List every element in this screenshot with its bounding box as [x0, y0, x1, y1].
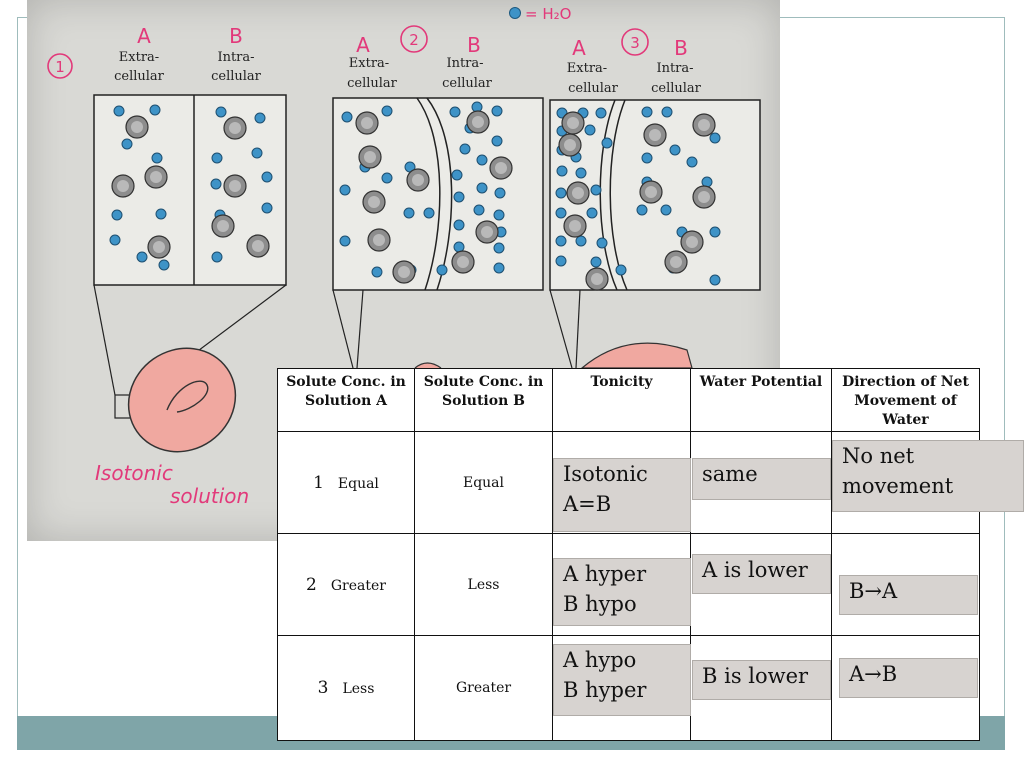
water-molecule — [576, 168, 586, 178]
solute-particle-core — [472, 116, 484, 128]
water-molecule — [557, 166, 567, 176]
solute-particle-core — [217, 220, 229, 232]
water-molecule — [642, 107, 652, 117]
answer-box-row-3-tonicity — [553, 644, 691, 716]
answer-box-row-1-direction — [832, 440, 1024, 512]
panel-2-text-a-line-2: cellular — [347, 76, 397, 91]
water-molecule — [156, 209, 166, 219]
water-molecule — [216, 107, 226, 117]
water-molecule — [662, 107, 672, 117]
solute-particle-core — [373, 234, 385, 246]
water-molecule — [454, 192, 464, 202]
solute-particle-core — [361, 117, 373, 129]
water-molecule — [710, 133, 720, 143]
solute-particle-core — [229, 180, 241, 192]
answer-text: B hypo — [563, 592, 637, 616]
header-water-potential: Water Potential — [691, 369, 832, 432]
table-header-row — [278, 369, 980, 432]
water-molecule — [252, 148, 262, 158]
solute-particle-core — [364, 151, 376, 163]
row-2-number: 2 — [306, 574, 317, 595]
water-molecule — [255, 113, 265, 123]
answer-text: B is lower — [702, 664, 809, 688]
row-3-number: 3 — [317, 678, 329, 698]
water-legend-dot — [510, 8, 521, 19]
water-molecule — [556, 208, 566, 218]
panel-3-text-b-line-2: cellular — [651, 81, 701, 96]
water-molecule — [637, 205, 647, 215]
panel-1-number: 1 — [55, 58, 65, 76]
answer-text: movement — [842, 474, 954, 498]
answer-text: A is lower — [702, 558, 808, 582]
solute-particle-core — [153, 241, 165, 253]
row-1-solute-a — [278, 432, 415, 534]
water-molecule — [122, 139, 132, 149]
red-blood-cell — [108, 327, 255, 472]
header-solute-b: Solute Conc. in Solution B — [415, 369, 553, 432]
water-molecule — [450, 107, 460, 117]
water-molecule — [597, 238, 607, 248]
water-molecule — [382, 173, 392, 183]
water-molecule — [556, 188, 566, 198]
water-molecule — [492, 136, 502, 146]
panel-3-label-b: B — [674, 36, 688, 60]
water-molecule — [437, 265, 447, 275]
water-molecule — [687, 157, 697, 167]
water-molecule — [661, 205, 671, 215]
water-molecule — [114, 106, 124, 116]
panel-3-zoom-line-right — [576, 290, 580, 368]
water-molecule — [152, 153, 162, 163]
solute-particle-core — [495, 162, 507, 174]
panel-1-label-b: B — [229, 24, 243, 48]
header-solute-a: Solute Conc. in Solution A — [278, 369, 415, 432]
water-molecule — [591, 257, 601, 267]
water-molecule — [616, 265, 626, 275]
solute-particle-core — [698, 191, 710, 203]
solute-particle-core — [131, 121, 143, 133]
water-molecule — [460, 144, 470, 154]
water-molecule — [150, 105, 160, 115]
solute-particle-core — [698, 119, 710, 131]
water-molecule — [137, 252, 147, 262]
row-2-a-value: Greater — [330, 577, 386, 594]
water-molecule — [404, 208, 414, 218]
solute-particle-core — [150, 171, 162, 183]
water-legend-text: = H₂O — [525, 5, 572, 23]
answer-text: Isotonic — [563, 462, 648, 486]
panel-2-zoom-line-right — [357, 290, 363, 368]
row-2-solute-a — [278, 534, 415, 636]
red-blood-cell-3-top — [582, 343, 692, 368]
solute-particle-core — [252, 240, 264, 252]
row-3-solute-b: Greater — [415, 636, 553, 741]
water-molecule — [494, 263, 504, 273]
panel-2-number: 2 — [409, 31, 419, 49]
water-molecule — [340, 236, 350, 246]
water-molecule — [642, 153, 652, 163]
solute-particle-core — [572, 187, 584, 199]
water-molecule — [576, 236, 586, 246]
water-molecule — [556, 256, 566, 266]
panel-2-label-b: B — [467, 33, 481, 57]
answer-text: same — [702, 462, 758, 486]
water-molecule — [211, 179, 221, 189]
solute-particle-core — [481, 226, 493, 238]
solute-particle-core — [117, 180, 129, 192]
answer-box-row-3-water-potential — [692, 660, 831, 700]
water-molecule — [477, 155, 487, 165]
solute-particle-core — [645, 186, 657, 198]
water-molecule — [262, 172, 272, 182]
water-molecule — [670, 145, 680, 155]
row-1-number: 1 — [313, 472, 324, 493]
solute-particle-core — [591, 273, 603, 285]
row-1-a-value: Equal — [337, 475, 379, 492]
water-molecule — [372, 267, 382, 277]
water-molecule — [112, 210, 122, 220]
solute-particle-core — [412, 174, 424, 186]
answer-text: A=B — [563, 492, 612, 516]
panel-2-text-b-line-1: Intra- — [446, 56, 484, 71]
answer-box-row-2-tonicity — [553, 558, 691, 626]
water-molecule — [495, 188, 505, 198]
panel-1-label-a: A — [137, 24, 151, 48]
row-3-a-value: Less — [342, 681, 375, 697]
water-molecule — [494, 210, 504, 220]
panel-3-text-a-line-2: cellular — [568, 81, 618, 96]
panel-3-zoom-line-left — [550, 290, 572, 368]
solute-particle-core — [569, 220, 581, 232]
answer-text: A hypo — [563, 648, 637, 672]
water-molecule — [494, 243, 504, 253]
solute-particle-core — [368, 196, 380, 208]
header-tonicity: Tonicity — [553, 369, 691, 432]
water-molecule — [492, 106, 502, 116]
row-2-solute-b: Less — [415, 534, 553, 636]
panel-2-text-b-line-2: cellular — [442, 76, 492, 91]
answer-text: A→B — [849, 662, 898, 686]
answer-text: B hyper — [563, 678, 647, 702]
caption-line-1: Isotonic — [95, 461, 173, 485]
water-molecule — [474, 205, 484, 215]
water-molecule — [424, 208, 434, 218]
solute-particle-core — [649, 129, 661, 141]
panel-1-text-a-line-2: cellular — [114, 69, 164, 84]
solute-particle-core — [686, 236, 698, 248]
solute-particle-core — [567, 117, 579, 129]
panel-1-zoom-line-left — [94, 285, 115, 395]
caption-line-2: solution — [170, 484, 250, 508]
answer-box-row-1-tonicity — [553, 458, 691, 532]
water-molecule — [596, 108, 606, 118]
panel-3-label-a: A — [572, 36, 586, 60]
water-molecule — [212, 153, 222, 163]
water-molecule — [454, 220, 464, 230]
water-molecule — [710, 275, 720, 285]
water-molecule — [452, 170, 462, 180]
solute-particle-core — [457, 256, 469, 268]
solute-particle-core — [670, 256, 682, 268]
water-molecule — [212, 252, 222, 262]
panel-3-text-a-line-1: Extra- — [566, 61, 608, 76]
water-molecule — [342, 112, 352, 122]
water-molecule — [710, 227, 720, 237]
water-molecule — [591, 185, 601, 195]
water-molecule — [382, 106, 392, 116]
panel-2-text-a-line-1: Extra- — [348, 56, 390, 71]
water-molecule — [477, 183, 487, 193]
panel-1-text-a-line-1: Extra- — [118, 50, 160, 65]
panel-3-text-b-line-1: Intra- — [656, 61, 694, 76]
answer-box-row-2-water-potential — [692, 554, 831, 594]
solute-particle-core — [229, 122, 241, 134]
water-molecule — [587, 208, 597, 218]
water-molecule — [602, 138, 612, 148]
water-molecule — [556, 236, 566, 246]
answer-text: B→A — [849, 579, 898, 603]
panel-1-text-b-line-2: cellular — [211, 69, 261, 84]
solute-particle-core — [564, 139, 576, 151]
answer-box-row-2-direction — [839, 575, 978, 615]
water-molecule — [110, 235, 120, 245]
answer-box-row-1-water-potential — [692, 458, 831, 500]
water-molecule — [159, 260, 169, 270]
row-1-solute-b: Equal — [415, 432, 553, 534]
answer-text: A hyper — [563, 562, 647, 586]
water-molecule — [340, 185, 350, 195]
panel-2-zoom-line-left — [333, 290, 353, 368]
solute-particle-core — [398, 266, 410, 278]
panel-1-text-b-line-1: Intra- — [217, 50, 255, 65]
water-molecule — [262, 203, 272, 213]
row-3-solute-a — [278, 636, 415, 741]
panel-3-number: 3 — [630, 34, 640, 52]
answer-box-row-3-direction — [839, 658, 978, 698]
water-molecule — [585, 125, 595, 135]
header-direction: Direction of Net Movement of Water — [832, 369, 980, 432]
answer-text: No net — [842, 444, 915, 468]
panel-2-label-a: A — [356, 33, 370, 57]
